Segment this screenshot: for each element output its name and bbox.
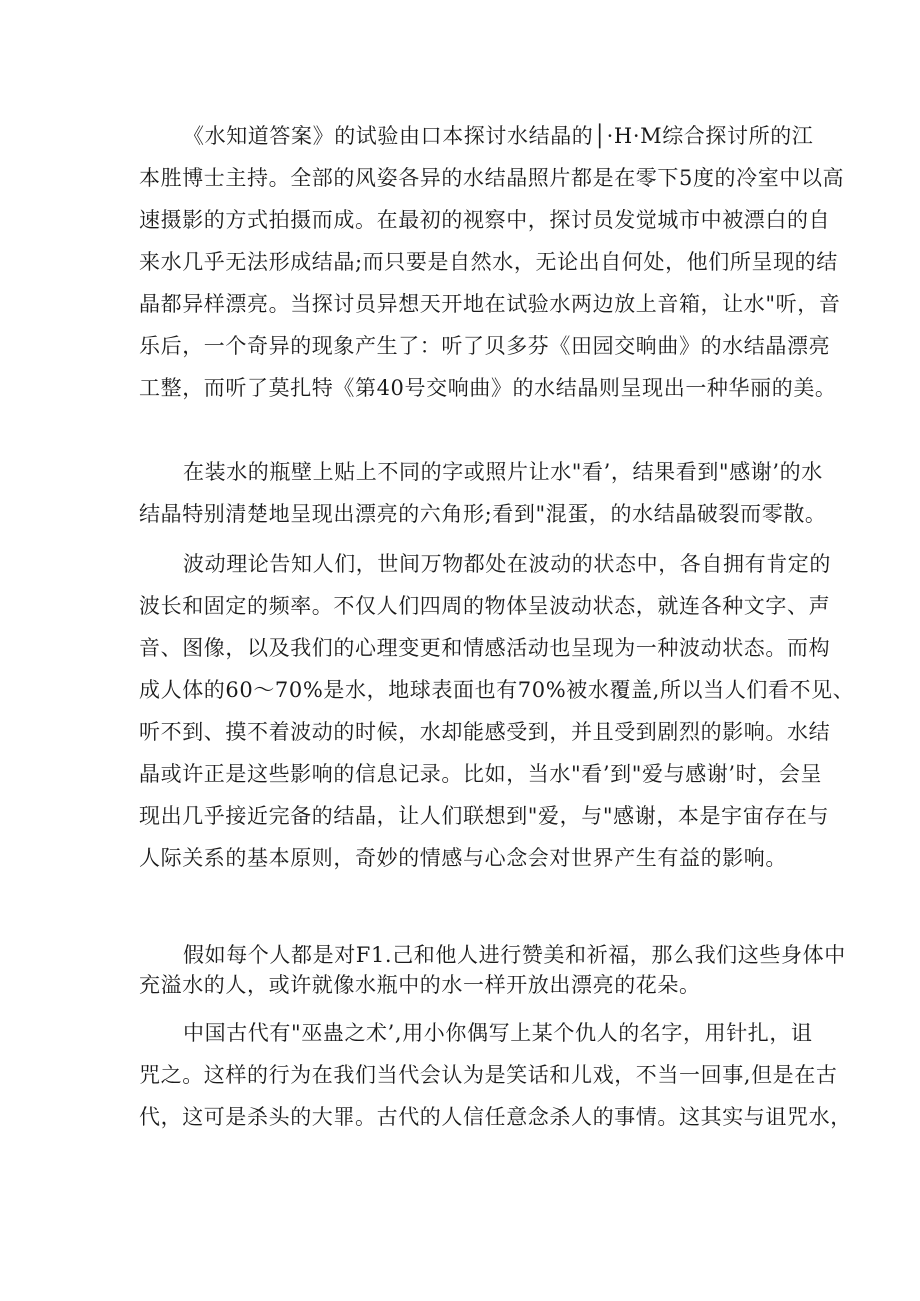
text-line: 工整，而听了莫扎特《第40号交响曲》的水结晶则呈现出一种华丽的美。: [139, 376, 837, 400]
text-line: 本胜博士主持。全部的风姿各异的水结晶照片都是在零下5度的冷室中以高: [139, 166, 845, 190]
paragraph-3: [139, 543, 854, 879]
text-line: 乐后，一个奇异的现象产生了：听了贝多芬《田园交晌曲》的水结晶漂亮: [139, 334, 831, 358]
text-line: 结晶特别清楚地呈现出漂亮的六角形;看到"混蛋，的水结晶破裂而零散。: [139, 502, 827, 526]
text-line: 充溢水的人，或许就像水瓶中的水一样开放出漂亮的花朵。: [139, 973, 701, 997]
text-line: 在装水的瓶壁上贴上不同的字或照片让水"看’，结果看到"感谢’的水: [183, 460, 823, 484]
text-line: 晶都异样漂亮。当探讨员异想天开地在试验水两边放上音箱，让水"听，音: [139, 292, 841, 316]
paragraph-4: [139, 940, 846, 1000]
text-line: 来水几乎无法形成结晶;而只要是自然水，无论出自何处，他们所呈现的结: [139, 250, 838, 274]
text-line: 现出几乎接近完备的结晶，让人们联想到"爱，与"感谢，本是宇宙存在与: [139, 804, 830, 828]
text-line: 人际关系的基本原则，奇妙的情感与心念会对世界产生有益的影响。: [139, 846, 787, 870]
text-line: 听不到、摸不着波动的时候，水却能感受到，并且受到剧烈的影响。水结: [139, 720, 831, 744]
text-line: 成人体的60～70%是水，地球表面也有70%被水覆盖,所以当人们看不见、: [139, 678, 855, 702]
paragraph-5: [139, 1012, 852, 1138]
text-line: 咒之。这样的行为在我们当代会认为是笑话和儿戏，不当一回事,但是在古: [139, 1063, 838, 1087]
text-line: 《水知道答案》的试验由口本探讨水结晶的│·H·M综合探讨所的江: [183, 124, 814, 148]
text-line: 速摄影的方式拍摄而成。在最初的视察中，探讨员发觉城市中被漂白的自: [139, 208, 831, 232]
text-line: 中国古代有"巫蛊之术’,用小你偶写上某个仇人的名字，用针扎，诅: [183, 1021, 813, 1045]
text-line: 晶或许正是这些影响的信息记录。比如，当水"看’到"爱与感谢’时，会呈: [139, 762, 823, 786]
paragraph-1: [139, 115, 844, 409]
text-line: 波长和固定的频率。不仅人们四周的物体呈波动状态，就连各种文字、声: [139, 594, 831, 618]
text-line: 波动理论告知人们，世间万物都处在波动的状态中，各自拥有肯定的: [183, 552, 831, 576]
text-line: 音、图像，以及我们的心理变更和情感活动也呈现为一种波动状态。而构: [139, 636, 831, 660]
text-line: 代，这可是杀头的大罪。古代的人信任意念杀人的事情。这其实与诅咒水，: [139, 1105, 852, 1129]
paragraph-2: [139, 451, 827, 535]
text-line: 假如每个人都是对F1.己和他人进行赞美和祈福，那么我们这些身体中: [183, 943, 846, 967]
